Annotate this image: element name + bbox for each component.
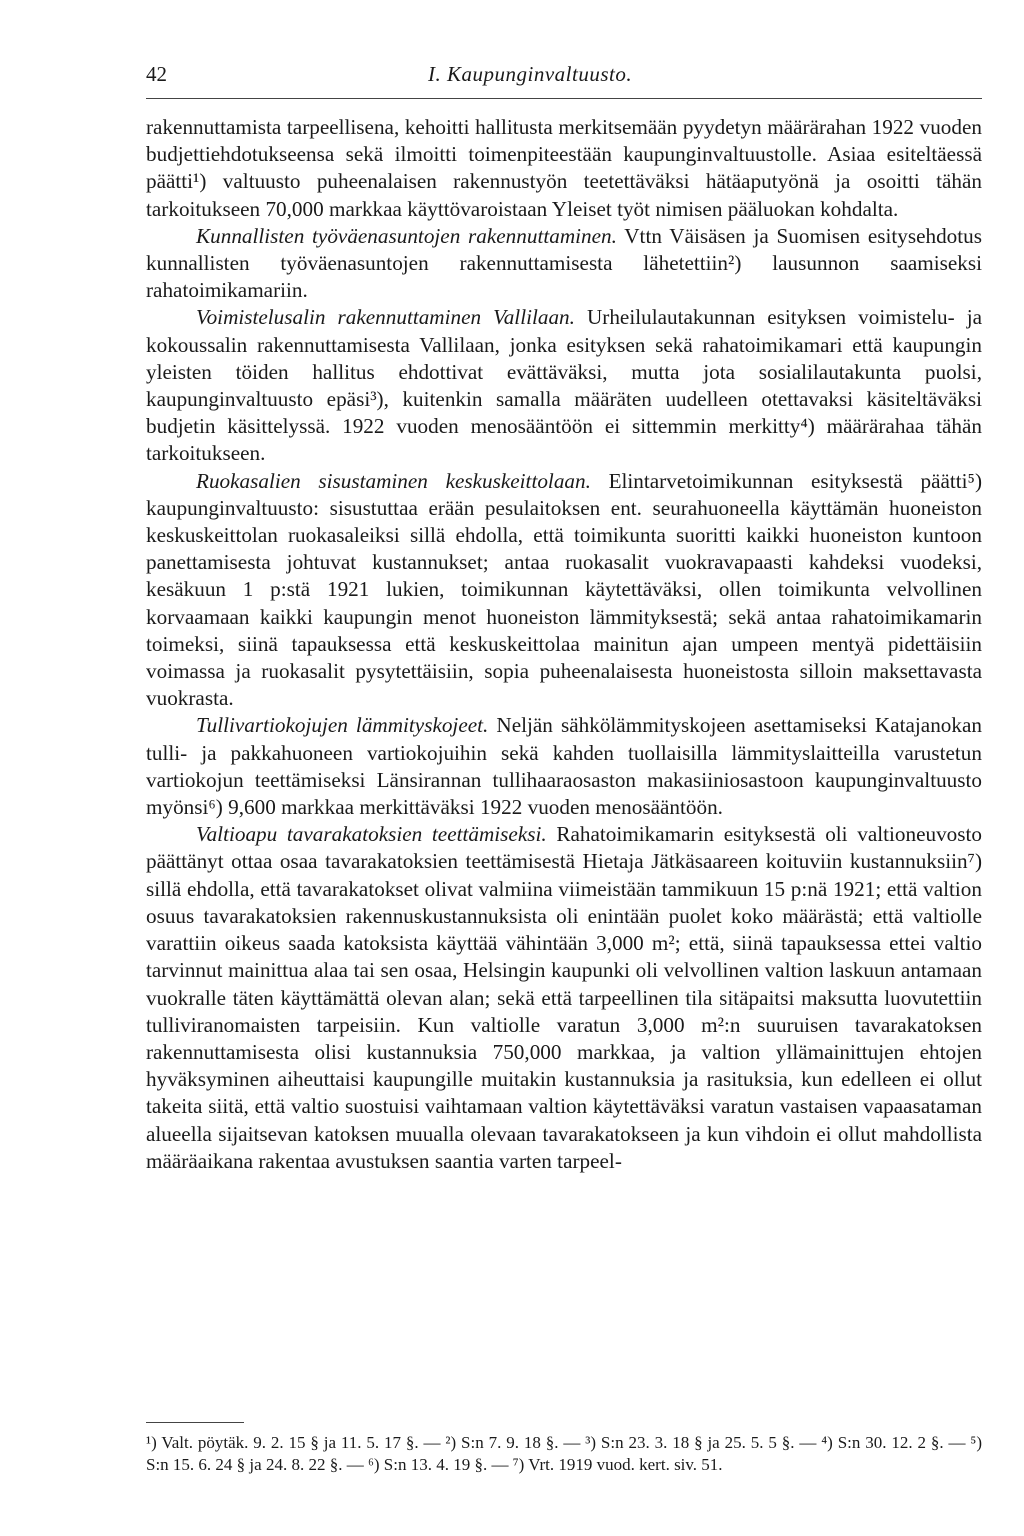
paragraph-text: Neljän sähkölämmityskojeen asettamiseksi Katajanokan tulli- ja pakkahuoneen vartiokojuihin sekä kahden tuollaisilla lämmityslaitteilla varustetun vartiokojun teettämiseksi Länsirannan tullihaaraosaston makasiiniosastoon kaupunginvaltuusto myönsi⁶) 9,600 markkaa merkittäväksi 1922 vuoden menosääntöön. <box>146 713 982 820</box>
paragraph-text: Urheilulautakunnan esityksen voimistelu- ja kokoussalin rakennuttamisesta Vallilaan, jonka esityksen sekä rahatoimikamari että kaupungin yleisten töiden hallitus ehdottivat evättäväksi, mutta jota sosialilautakunta puolsi, kaupunginvaltuusto epäsi³), kuitenkin samalla määräten uudelleen otettavaksi käsiteltäväksi budjetin käsittelyssä. 1922 vuoden menosääntöön ei sittemmin merkitty⁴) määrärahaa tähän tarkoitukseen. <box>146 305 982 466</box>
paragraph-text: Rahatoimikamarin esityksestä oli valtioneuvosto päättänyt ottaa osaa tavarakatoksien teettämisestä Hietaja Jätkäsaareen koituviin kustannuksiin⁷) sillä ehdolla, että tavarakatokset olivat valmiina viimeistään tammikuun 15 p:nä 1921; että valtion osuus tavarakatoksien rakennuskustannuksista oli enintään puolet koko määrästä; että valtiolle varattiin oikeus saada katoksista käyttää vähintään 3,000 m²; että, siinä tapauksessa ettei valtio tarvinnut mainittua alaa tai sen osaa, Helsingin kaupunki oli velvollinen valtion laskuun antamaan vuokralle täten käyttämättä olevan alan; sekä että tarpeellinen tila sitäpaitsi maksutta luovutettiin tulliviranomaisten tarpeisiin. Kun valtiolle varatun 3,000 m²:n suuruisen tavarakatoksen rakennuttamisesta olisi kustannuksia 750,000 markkaa, ja valtion yllämainittujen ehtojen hyväksyminen aiheuttaisi kaupungille muitakin kustannuksia ja rasituksia, kun edelleen ei ollut takeita siitä, että valtio suostuisi vaihtamaan valtion käytettäväksi varatun vastaisen vapaasataman alueella sijaitsevan katoksen muualla olevaan tavarakatokseen ja kun vihdoin ei ollut mahdollista määräaikana rakentaa avustuksen saantia varten tarpeel- <box>146 822 982 1173</box>
footnote-rule <box>146 1422 244 1423</box>
footnote-text: ¹) Valt. pöytäk. 9. 2. 15 § ja 11. 5. 17 §. — ²) S:n 7. 9. 18 §. — ³) S:n 23. 3. 18 § ja 25. 5. 5 §. — ⁴) S:n 30. 12. 2 §. — ⁵) S:n 15. 6. 24 § ja 24. 8. 22 §. — ⁶) S:n 13. 4. 19 §. — ⁷) Vrt. 1919 vuod. kert. siv. 51. <box>146 1433 982 1474</box>
page-number: 42 <box>146 62 167 86</box>
paragraph-text: rakennuttamista tarpeellisena, kehoitti hallitusta merkitsemään pyydetyn määrärahan 1922 vuoden budjettiehdotukseensa sekä ilmoitti toimenpiteestään kaupunginvaltuustolle. Asiaa esiteltäessä päätti¹) valtuusto puheenalaisen rakennustyön teetettäväksi hätäaputyönä ja osoitti tähän tarkoitukseen 70,000 markkaa käyttövaroistaan Yleiset työt nimisen pääluokan kohdalta. <box>146 115 982 221</box>
paragraph <box>146 468 982 713</box>
footnotes <box>146 1432 982 1476</box>
running-title: I. Kaupunginvaltuusto. <box>428 62 633 86</box>
section-heading: Valtioapu tavarakatoksien teettämiseksi. <box>196 822 547 847</box>
header-rule <box>146 98 982 99</box>
paragraph <box>146 712 982 821</box>
section-heading: Tullivartiokojujen lämmityskojeet. <box>196 713 489 738</box>
paragraph <box>146 304 982 467</box>
paragraph-text: Elintarvetoimikunnan esityksestä päätti⁵) kaupunginvaltuusto: sisustuttaa erään pesulaitoksen ent. seurahuoneella käyttämän huoneiston keskuskeittolan ruokasaleiksi sillä ehdolla, että toimikunta suoritti kaikki huoneiston kuntoon panettamisesta johtuvat kustannukset; antaa ruokasalit vuokravapaasti kahdeksi vuodeksi, kesäkuun 1 p:stä 1921 lukien, toimikunnan käytettäväksi, ollen toimikunta velvollinen korvaamaan kaikki kaupungin menot huoneiston lämmityksestä; sekä antaa rahatoimikamarin toimeksi, siinä tapauksessa että keskuskeittolaa mainitun ajan umpeen mentyä pidettäisiin voimassa ja ruokasalit pysytettäisiin, sopia puheenalaisesta huoneistosta silloin maksettavasta vuokrasta. <box>146 468 982 711</box>
section-heading: Ruokasalien sisustaminen keskuskeittolaan. <box>196 468 591 493</box>
paragraph-text: Vttn Väisäsen ja Suomisen esitysehdotus kunnallisten työväenasuntojen rakennuttamisesta lähetettiin²) lausunnon saamiseksi rahatoimikamariin. <box>146 223 982 303</box>
paragraph <box>146 223 982 305</box>
document-page <box>146 62 982 1474</box>
section-heading: Voimistelusalin rakennuttaminen Vallilaan. <box>196 305 575 330</box>
paragraph <box>146 114 982 223</box>
section-heading: Kunnallisten työväenasuntojen rakennuttaminen. <box>196 223 617 248</box>
paragraph <box>146 821 982 1175</box>
body-text <box>146 114 982 1175</box>
running-header <box>146 62 982 92</box>
